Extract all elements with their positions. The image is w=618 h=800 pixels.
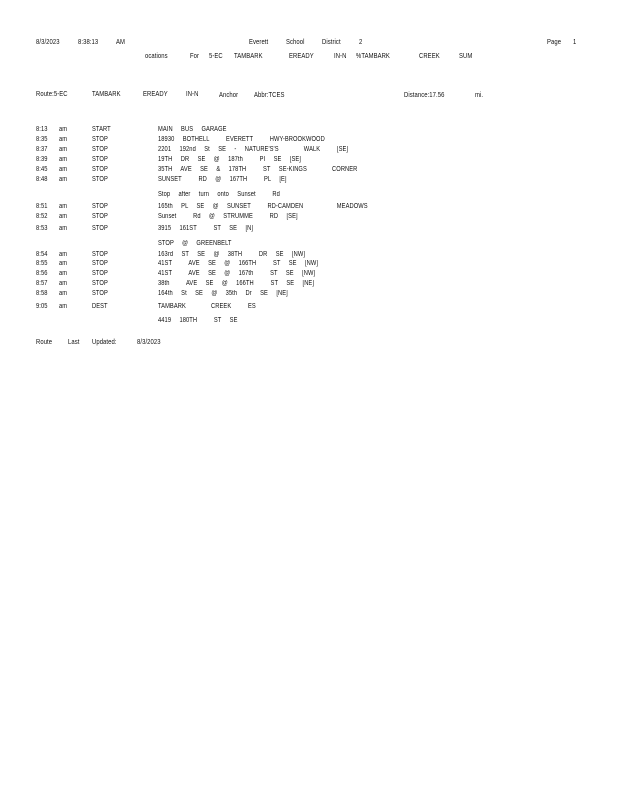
route-part: EREADY — [143, 89, 168, 98]
subtitle-part: CREEK — [419, 51, 440, 60]
org-name-1: Everett — [249, 37, 269, 46]
stop-ampm: am — [59, 270, 68, 277]
stop-description: TAMBARK CREEK ES — [158, 303, 256, 310]
stop-type: STOP — [92, 225, 108, 232]
subtitle-part: SUM — [459, 51, 473, 60]
stop-ampm: am — [59, 260, 68, 267]
stop-description: 35TH AVE SE & 178TH ST SE-KINGS CORNER — [158, 166, 358, 173]
stop-type: DEST — [92, 303, 108, 310]
footer-date: 8/3/2023 — [137, 337, 161, 346]
report-date: 8/3/2023 — [36, 37, 60, 46]
org-name-3: District — [322, 37, 341, 46]
stop-description: 2201 192nd St SE - NATURE'S'S WALK [SE] — [158, 146, 349, 153]
org-name-2: School — [286, 37, 305, 46]
stop-type: STOP — [92, 290, 108, 297]
org-name-4: 2 — [359, 37, 363, 46]
stop-description: 164th St SE @ 35th Dr SE [NE] — [158, 290, 288, 297]
stop-description: 18930 BOTHELL EVERETT HWY-BROOKWOOD — [158, 136, 325, 143]
stop-time: 8:52 — [36, 213, 48, 220]
stop-description: 38th AVE SE @ 166TH ST SE [NE] — [158, 280, 315, 287]
route-label: Route:5-EC — [36, 89, 68, 98]
stop-ampm: am — [59, 290, 68, 297]
subtitle-part: IN-N — [334, 51, 347, 60]
stop-time: 8:55 — [36, 260, 48, 267]
subtitle-part: EREADY — [289, 51, 314, 60]
route-distance-unit: mi. — [475, 90, 484, 99]
footer-label: Route — [36, 337, 53, 346]
stop-description: Sunset Rd @ STRUMME RD [SE] — [158, 213, 298, 220]
stop-time: 8:37 — [36, 146, 48, 153]
stop-type: STOP — [92, 270, 108, 277]
stop-ampm: am — [59, 126, 68, 133]
stop-time: 8:56 — [36, 270, 48, 277]
stop-type: STOP — [92, 166, 108, 173]
stop-type: STOP — [92, 251, 108, 258]
stop-time: 9:05 — [36, 303, 48, 310]
stop-ampm: am — [59, 156, 68, 163]
route-abbr: Abbr:TCES — [254, 90, 285, 99]
stop-ampm: am — [59, 203, 68, 210]
stop-type: STOP — [92, 213, 108, 220]
stop-ampm: am — [59, 176, 68, 183]
stop-time: 8:54 — [36, 251, 48, 258]
footer-label: Last — [68, 337, 80, 346]
stop-ampm: am — [59, 146, 68, 153]
stop-type: STOP — [92, 280, 108, 287]
stop-time: 8:13 — [36, 126, 48, 133]
page-label: Page — [547, 37, 562, 46]
stop-type: STOP — [92, 260, 108, 267]
route-distance: Distance:17.56 — [404, 90, 445, 99]
page-number: 1 — [573, 37, 577, 46]
stop-time: 8:51 — [36, 203, 48, 210]
subtitle-part: %TAMBARK — [356, 51, 390, 60]
report-time: 8:38:13 — [78, 37, 99, 46]
route-part: TAMBARK — [92, 89, 121, 98]
stop-type: STOP — [92, 136, 108, 143]
subtitle-part: ocations — [145, 51, 168, 60]
stop-description: MAIN BUS GARAGE — [158, 126, 227, 133]
stop-ampm: am — [59, 225, 68, 232]
footer-label: Updated: — [92, 337, 117, 346]
stop-description: SUNSET RD @ 167TH PL [E] — [158, 176, 287, 183]
stop-time: 8:57 — [36, 280, 48, 287]
stop-type: STOP — [92, 156, 108, 163]
stop-description: 41ST AVE SE @ 167th ST SE [NW] — [158, 270, 316, 277]
report-ampm: AM — [116, 37, 126, 46]
stop-ampm: am — [59, 166, 68, 173]
stop-type: START — [92, 126, 111, 133]
stop-description: Stop after turn onto Sunset Rd — [158, 191, 280, 198]
stop-time: 8:53 — [36, 225, 48, 232]
stop-description: 19TH DR SE @ 187th PI SE [SE] — [158, 156, 301, 163]
stop-ampm: am — [59, 136, 68, 143]
stop-time: 8:58 — [36, 290, 48, 297]
stop-time: 8:45 — [36, 166, 48, 173]
stop-time: 8:39 — [36, 156, 48, 163]
stop-time: 8:48 — [36, 176, 48, 183]
stop-ampm: am — [59, 213, 68, 220]
subtitle-part: For — [190, 51, 200, 60]
route-part: Anchor — [219, 90, 239, 99]
stop-description: 41ST AVE SE @ 166TH ST SE [NW] — [158, 260, 319, 267]
stop-ampm: am — [59, 280, 68, 287]
stop-description: 165th PL SE @ SUNSET RD-CAMDEN MEADOWS — [158, 203, 368, 210]
stop-description: STOP @ GREENBELT — [158, 240, 232, 247]
subtitle-part: 5-EC — [209, 51, 223, 60]
subtitle-part: TAMBARK — [234, 51, 263, 60]
stop-type: STOP — [92, 146, 108, 153]
route-part: IN-N — [186, 89, 199, 98]
stop-type: STOP — [92, 176, 108, 183]
stop-time: 8:35 — [36, 136, 48, 143]
stop-description: 3915 161ST ST SE [N] — [158, 225, 254, 232]
stop-ampm: am — [59, 303, 68, 310]
stop-description: 163rd ST SE @ 38TH DR SE [NW] — [158, 251, 306, 258]
stop-type: STOP — [92, 203, 108, 210]
stop-ampm: am — [59, 251, 68, 258]
stop-description: 4419 180TH ST SE — [158, 317, 238, 324]
